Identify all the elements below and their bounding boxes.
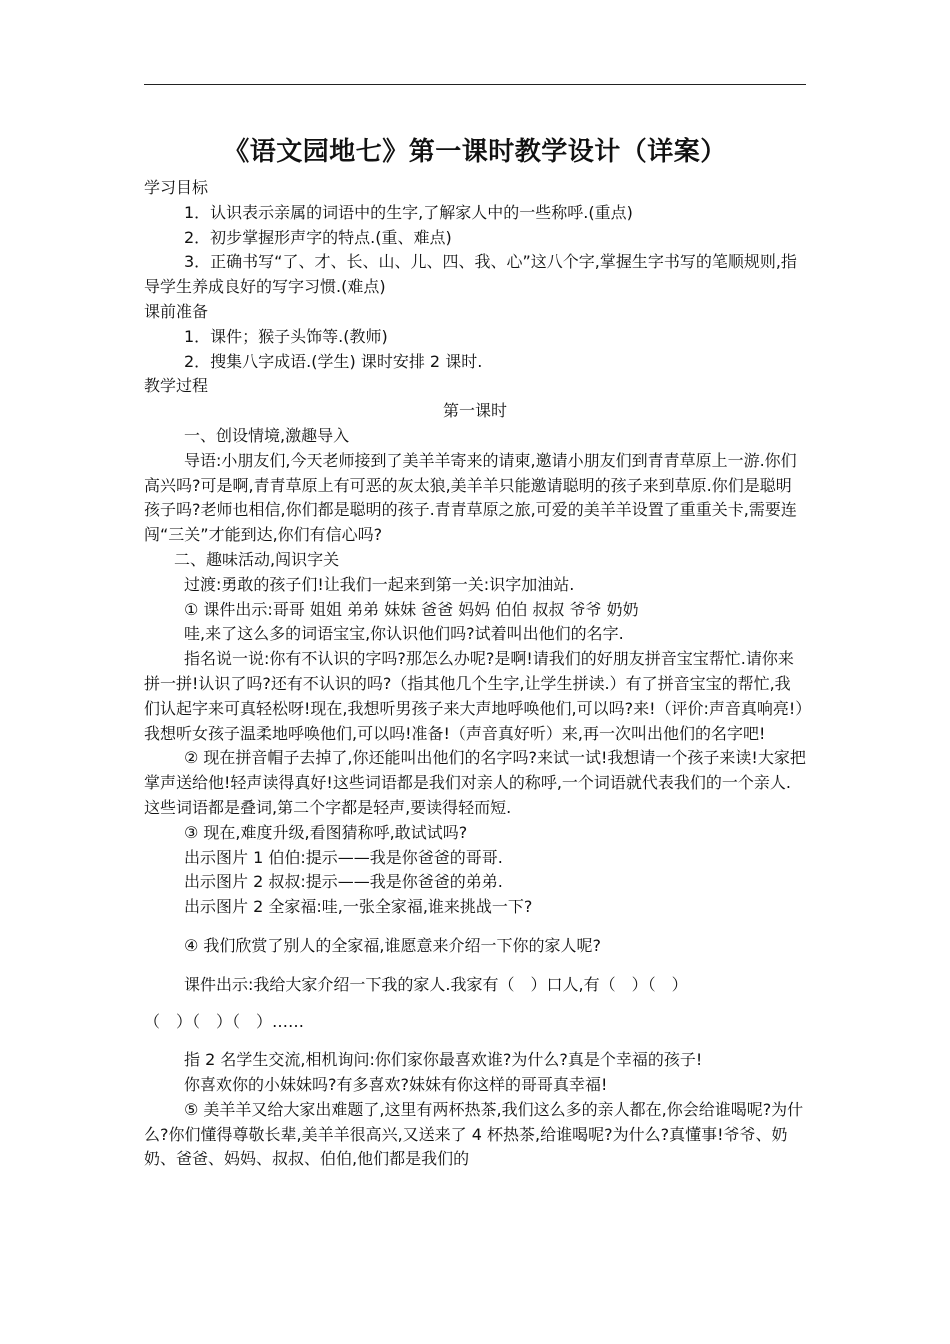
paragraph-4: ④ 我们欣赏了别人的全家福,谁愿意来介绍一下你的家人呢? [184,935,602,955]
paragraph-6: 指 2 名学生交流,相机询问:你们家你最喜欢谁?为什么?真是个幸福的孩子! [184,1050,703,1070]
header-rule [144,84,806,85]
part1-heading: 一、创设情境,激趣导入 [184,425,350,445]
document-body [144,134,806,1172]
paragraph-8: ⑤ 美羊羊又给大家出难题了,这里有两杯热茶,我们这么多的亲人都在,你会给谁喝呢?为什么?你们懂得尊敬长辈,美羊羊很高兴,又送来了 4 杯热茶,给谁喝呢?为什么?真懂事!爷爷、奶奶、爸爸、妈妈、叔叔、伯伯,他们都是我们的 [144,1099,804,1169]
paragraph-5-continued: （ ）（ ）（ ）…… [144,1011,305,1031]
part2-paragraph: 过渡:勇敢的孩子们!让我们一起来到第一关:识字加油站. [184,574,575,594]
objective-item: 3．正确书写“了、才、长、山、儿、四、我、心”这八个字,掌握生字书写的笔顺规则,指导学生养成良好的写字习惯.(难点) [144,252,797,297]
prep-item: 1．课件；猴子头饰等.(教师) [184,326,388,346]
part2-paragraph: 哇,来了这么多的词语宝宝,你认识他们吗?试着叫出他们的名字. [184,624,624,644]
part2-paragraph: 指名说一说:你有不认识的字吗?那怎么办呢?是啊!请我们的好朋友拼音宝宝帮忙.请你来拼一拼!认识了吗?还有不认识的吗?（指其他几个生字,让学生拼读.）有了拼音宝宝的帮忙,我们认起字来可真轻松呀!现在,我想听男孩子来大声地呼唤他们,可以吗?来!（评价:声音真响亮!）我想听女孩子温柔地呼唤他们,可以吗!准备!（声音真好听）来,再一次叫出他们的名字吧! [144,649,804,743]
document-title: 《语文园地七》第一课时教学设计（详案） [223,137,727,167]
part2-paragraph: ③ 现在,难度升级,看图猜称呼,敢试试吗? [184,822,468,842]
part1-text: 导语:小朋友们,今天老师接到了美羊羊寄来的请柬,邀请小朋友们到青青草原上一游.你们高兴吗?可是啊,青青草原上有可恶的灰太狼,美羊羊只能邀请聪明的孩子来到草原.你们是聪明孩子吗?老师也相信,你们都是聪明的孩子.青青草原之旅,可爱的美羊羊设置了重重关卡,需要连闯“三关”才能到达,你们有信心吗? [144,450,797,545]
part2-paragraph: ① 课件出示:哥哥 姐姐 弟弟 妹妹 爸爸 妈妈 伯伯 叔叔 爷爷 奶奶 [184,599,639,619]
part2-paragraph: 出示图片 1 伯伯:提示——我是你爸爸的哥哥. [184,847,503,867]
part2-paragraph: ② 现在拼音帽子去掉了,你还能叫出他们的名字吗?来试一试!我想请一个孩子来读!大家把掌声送给他!轻声读得真好!这些词语都是我们对亲人的称呼,一个词语就代表我们的一个亲人.这些词语都是叠词,第二个字都是轻声,要读得轻而短. [144,748,806,817]
paragraph-5: 课件出示:我给大家介绍一下我的家人.我家有（ ）口人,有（ ）（ ） [184,974,688,994]
part2-paragraph: 出示图片 2 叔叔:提示——我是你爸爸的弟弟. [184,872,503,892]
part2-paragraph: 出示图片 2 全家福:哇,一张全家福,谁来挑战一下? [184,897,533,917]
process-heading: 教学过程 [144,376,209,396]
part2-heading: 二、趣味活动,闯识字关 [174,549,340,569]
lesson-label: 第一课时 [442,401,507,421]
objective-item: 2．初步掌握形声字的特点.(重、难点) [184,227,452,247]
paragraph-7: 你喜欢你的小妹妹吗?有多喜欢?妹妹有你这样的哥哥真幸福! [184,1075,608,1095]
prep-item: 2．搜集八字成语.(学生) 课时安排 2 课时. [184,351,483,371]
objective-item: 1．认识表示亲属的词语中的生字,了解家人中的一些称呼.(重点) [184,202,633,222]
prep-heading: 课前准备 [144,301,209,321]
objectives-heading: 学习目标 [144,178,209,197]
